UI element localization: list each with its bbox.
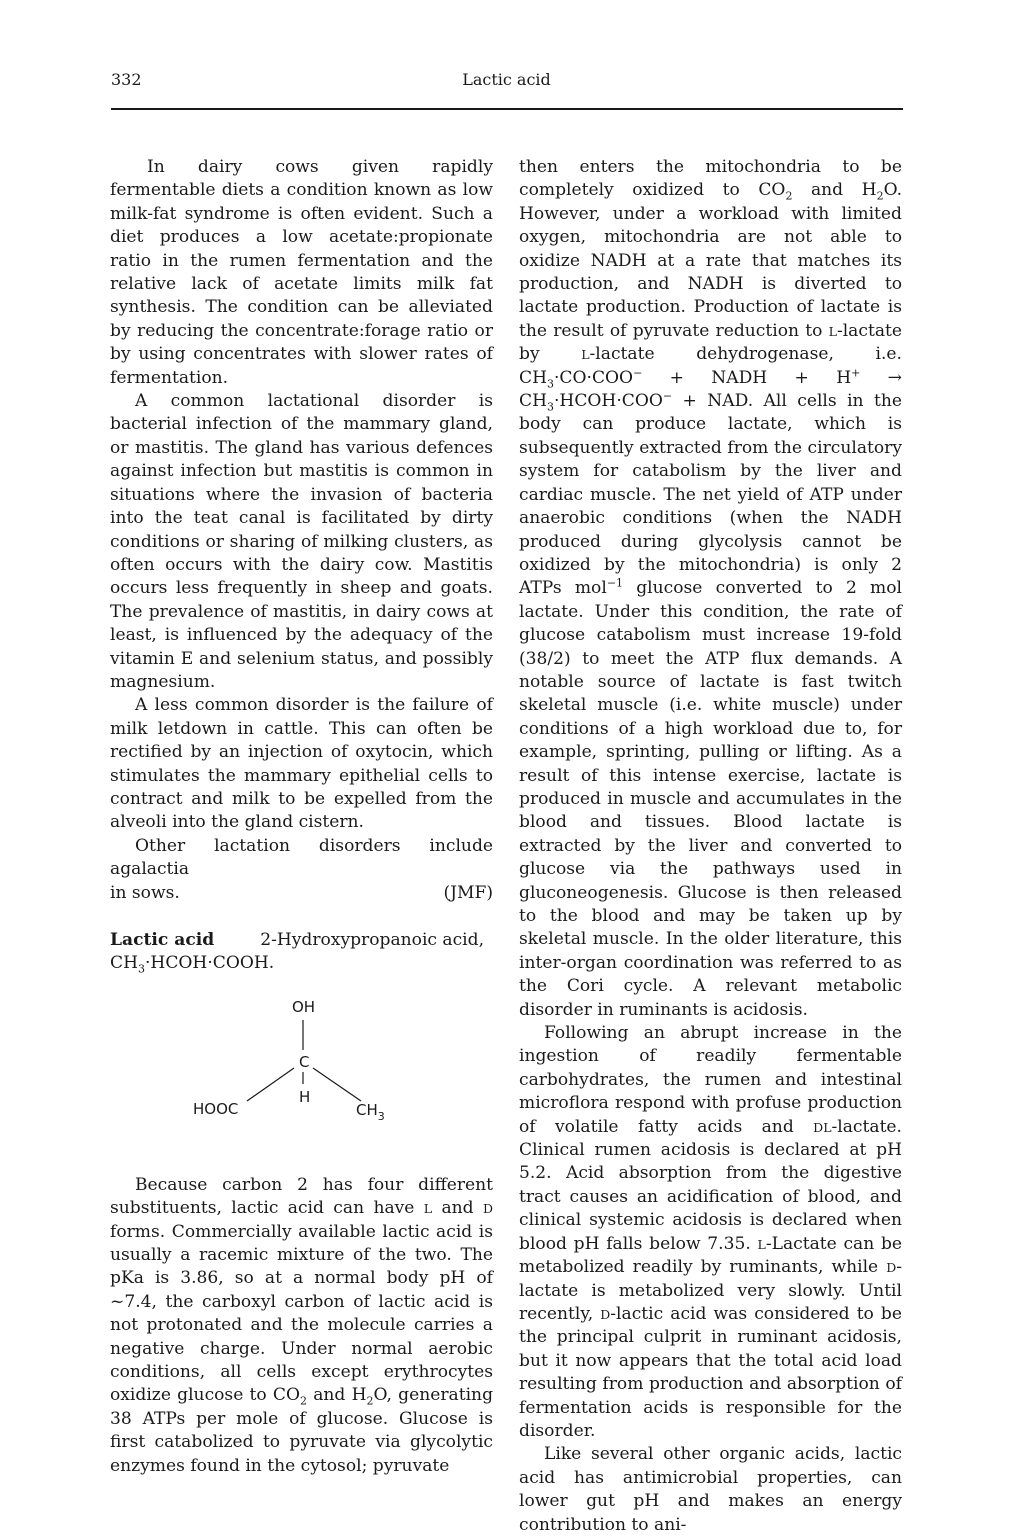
author-initials: (JMF)	[443, 882, 493, 903]
paragraph-milk-fat: In dairy cows given rapidly fermentable diets a condition known as low milk-fat syndrome is often evident. Such a diet produces a low acetate:propionate ratio in the rumen fermentation and the relative lack of acetate limits milk fat synthesis. The condition can be alleviated by reducing the concentrate:forage ratio or by using concentrates with slower rates of fermentation.	[110, 157, 493, 388]
paragraph-milk-letdown: A less common disorder is the failure of milk letdown in cattle. This can often be rectified by an injection of oxytocin, which stimulates the mammary epithelial cells to contract and milk to be expelled from the alveoli into the gland cistern.	[110, 695, 493, 833]
entry-definition: 2-Hydroxypropanoic acid,	[260, 930, 485, 950]
hydroxyl-label: OH	[292, 997, 316, 1016]
page-header	[111, 66, 902, 96]
hydrogen-label: H	[299, 1087, 311, 1106]
running-head: Lactic acid	[462, 70, 551, 89]
paragraph-other-disorders	[110, 835, 493, 882]
paragraph-mastitis: A common lactational disorder is bacterial infection of the mammary gland, or mastitis. The gland has various defences against infection but mastitis is common in situations where the invasion of bacteria into the teat canal is facilitated by dirty conditions or sharing of milking clusters, as often occurs with the dairy cow. Mastitis occurs less frequently in sheep and goats. The prevalence of mastitis, in dairy cows at least, is influenced by the adequacy of the vitamin E and selenium status, and possibly magnesium.	[110, 391, 493, 692]
entry-heading-lactic-acid	[110, 929, 493, 976]
paragraph-antimicrobial: Like several other organic acids, lactic acid has antimicrobial properties, can lower gut pH and makes an energy contribution to ani-	[519, 1444, 902, 1535]
page-number: 332	[111, 70, 142, 89]
header-rule	[111, 108, 903, 110]
paragraph-carbon-forms: Because carbon 2 has four different substituents, lactic acid can have L and D forms. Commercially available lactic acid is usually a racemic mixture of the two. The pKa is 3.86, so at a normal body pH of ~7.4, the carboxyl carbon of lactic acid is not protonated and the molecule carries a negative charge. Under normal aerobic conditions, all cells except erythrocytes oxidize glucose to $CO_2$ and $H_2O$, generating 38 ATPs per mole of glucose. Glucose is first catabolized to pyruvate via glycolytic enzymes found in the cytosol; pyruvate	[110, 1174, 494, 1476]
lactic-acid-structure	[110, 988, 493, 1158]
paragraph-acidosis: Following an abrupt increase in the ingestion of readily fermentable carbohydrates, the rumen and intestinal microflora respond with profuse production of volatile fatty acids and DL-lactate. Clinical rumen acidosis is declared at pH 5.2. Acid absorption from the digestive tract causes an acidification of blood, and clinical systemic acidosis is declared when blood pH falls below 7.35. L-Lactate can be metabolized readily by ruminants, while D-lactate is metabolized very slowly. Until recently, D-lactic acid was considered to be the principal culprit in ruminant acidosis, but it now appears that the total acid load resulting from production and absorption of fermentation acids is responsible for the disorder.	[519, 1023, 902, 1441]
carboxyl-label: HOOC	[193, 1099, 239, 1118]
methyl-label: $CH_3$	[356, 1100, 385, 1123]
paragraph-tail-with-author	[110, 882, 493, 905]
entry-formula: $CH_3\cdot HCOH\cdot COOH$.	[110, 953, 275, 976]
right-column	[519, 156, 902, 1537]
other-disorders-tail: in sows.	[110, 882, 180, 903]
structural-formula-diagram	[180, 988, 440, 1158]
paragraph-mitochondria: then enters the mitochondria to be completely oxidized to $CO_2$ and $H_2O$. However, under a workload with limited oxygen, mitochondria are not able to oxidize NADH at a rate that matches its production, and NADH is diverted to lactate production. Production of lactate is the result of pyruvate reduction to L-lactate by L-lactate dehydrogenase, i.e. $CH_3\cdot CO\cdot COO^-$ + NADH + $H^+ \to CH_3\cdot HCOH\cdot COO^-$ + NAD. All cells in the body can produce lactate, which is subsequently extracted from the circulatory system for catabolism by the liver and cardiac muscle. The net yield of ATP under anaerobic conditions (when the NADH produced during glycolysis cannot be oxidized by the mitochondria) is only 2 ATPs mol$^{-1}$ glucose converted to 2 mol lactate. Under this condition, the rate of glucose catabolism must increase 19-fold (38/2) to meet the ATP flux demands. A notable source of lactate is fast twitch skeletal muscle (i.e. white muscle) under conditions of a high workload due to, for example, sprinting, pulling or lifting. As a result of this intense exercise, lactate is produced in muscle and accumulates in the blood and tissues. Blood lactate is extracted by the liver and converted to glucose via the pathways used in gluconeogenesis. Glucose is then released to the blood and may be taken up by skeletal muscle. In the older literature, this inter-organ coordination was referred to as the Cori cycle. A relevant metabolic disorder in ruminants is acidosis.	[519, 157, 903, 1020]
left-column	[110, 156, 493, 1478]
other-disorders-text: Other lactation disorders include agalactia	[110, 835, 493, 880]
carbon-label: C	[299, 1052, 310, 1071]
entry-headword: Lactic acid	[110, 930, 215, 950]
